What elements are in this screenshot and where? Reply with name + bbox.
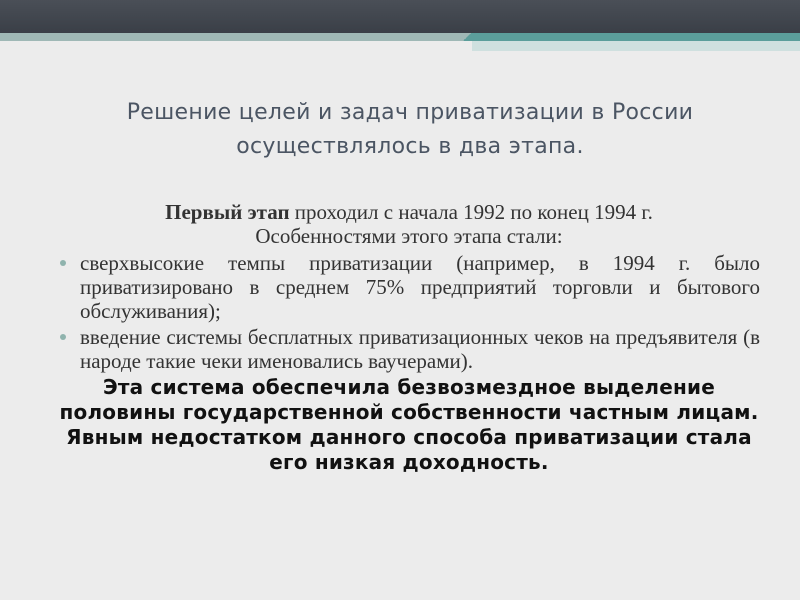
intro-sub: Особенностями этого этапа стали: bbox=[255, 224, 563, 248]
intro-rest: проходил с начала 1992 по конец 1994 г. bbox=[289, 200, 653, 224]
bullet-text: введение системы бесплатных приватизационных чеков на предъявителя (в народе такие чеки именовались ваучерами). bbox=[80, 325, 760, 373]
accent-stripe-right bbox=[472, 33, 800, 41]
accent-stripe-left bbox=[0, 33, 472, 41]
slide-title-line-1: Решение целей и задач приватизации в России bbox=[126, 100, 694, 125]
accent-stripe-notch bbox=[462, 33, 472, 41]
conclusion-text: Эта система обеспечила безвозмездное выделение половины государственной собственности частным лицам. Явным недостатком данного способа приватизации стала его низкая доходность. bbox=[59, 375, 759, 474]
bullet-item bbox=[58, 251, 760, 323]
slide-title bbox=[60, 96, 760, 164]
bullet-list bbox=[58, 251, 760, 373]
accent-stripe-right-light bbox=[472, 41, 800, 51]
bullet-item bbox=[58, 325, 760, 373]
intro-paragraph bbox=[58, 200, 760, 248]
slide-body bbox=[58, 200, 760, 475]
header-band bbox=[0, 0, 800, 33]
bullet-icon bbox=[60, 334, 66, 340]
intro-bold: Первый этап bbox=[165, 200, 290, 224]
bullet-icon bbox=[60, 260, 66, 266]
slide-title-line-2: осуществлялось в два этапа. bbox=[236, 134, 584, 159]
bullet-text: сверхвысокие темпы приватизации (например, в 1994 г. было приватизировано в среднем 75% предприятий торговли и бытового обслуживания); bbox=[80, 251, 760, 323]
